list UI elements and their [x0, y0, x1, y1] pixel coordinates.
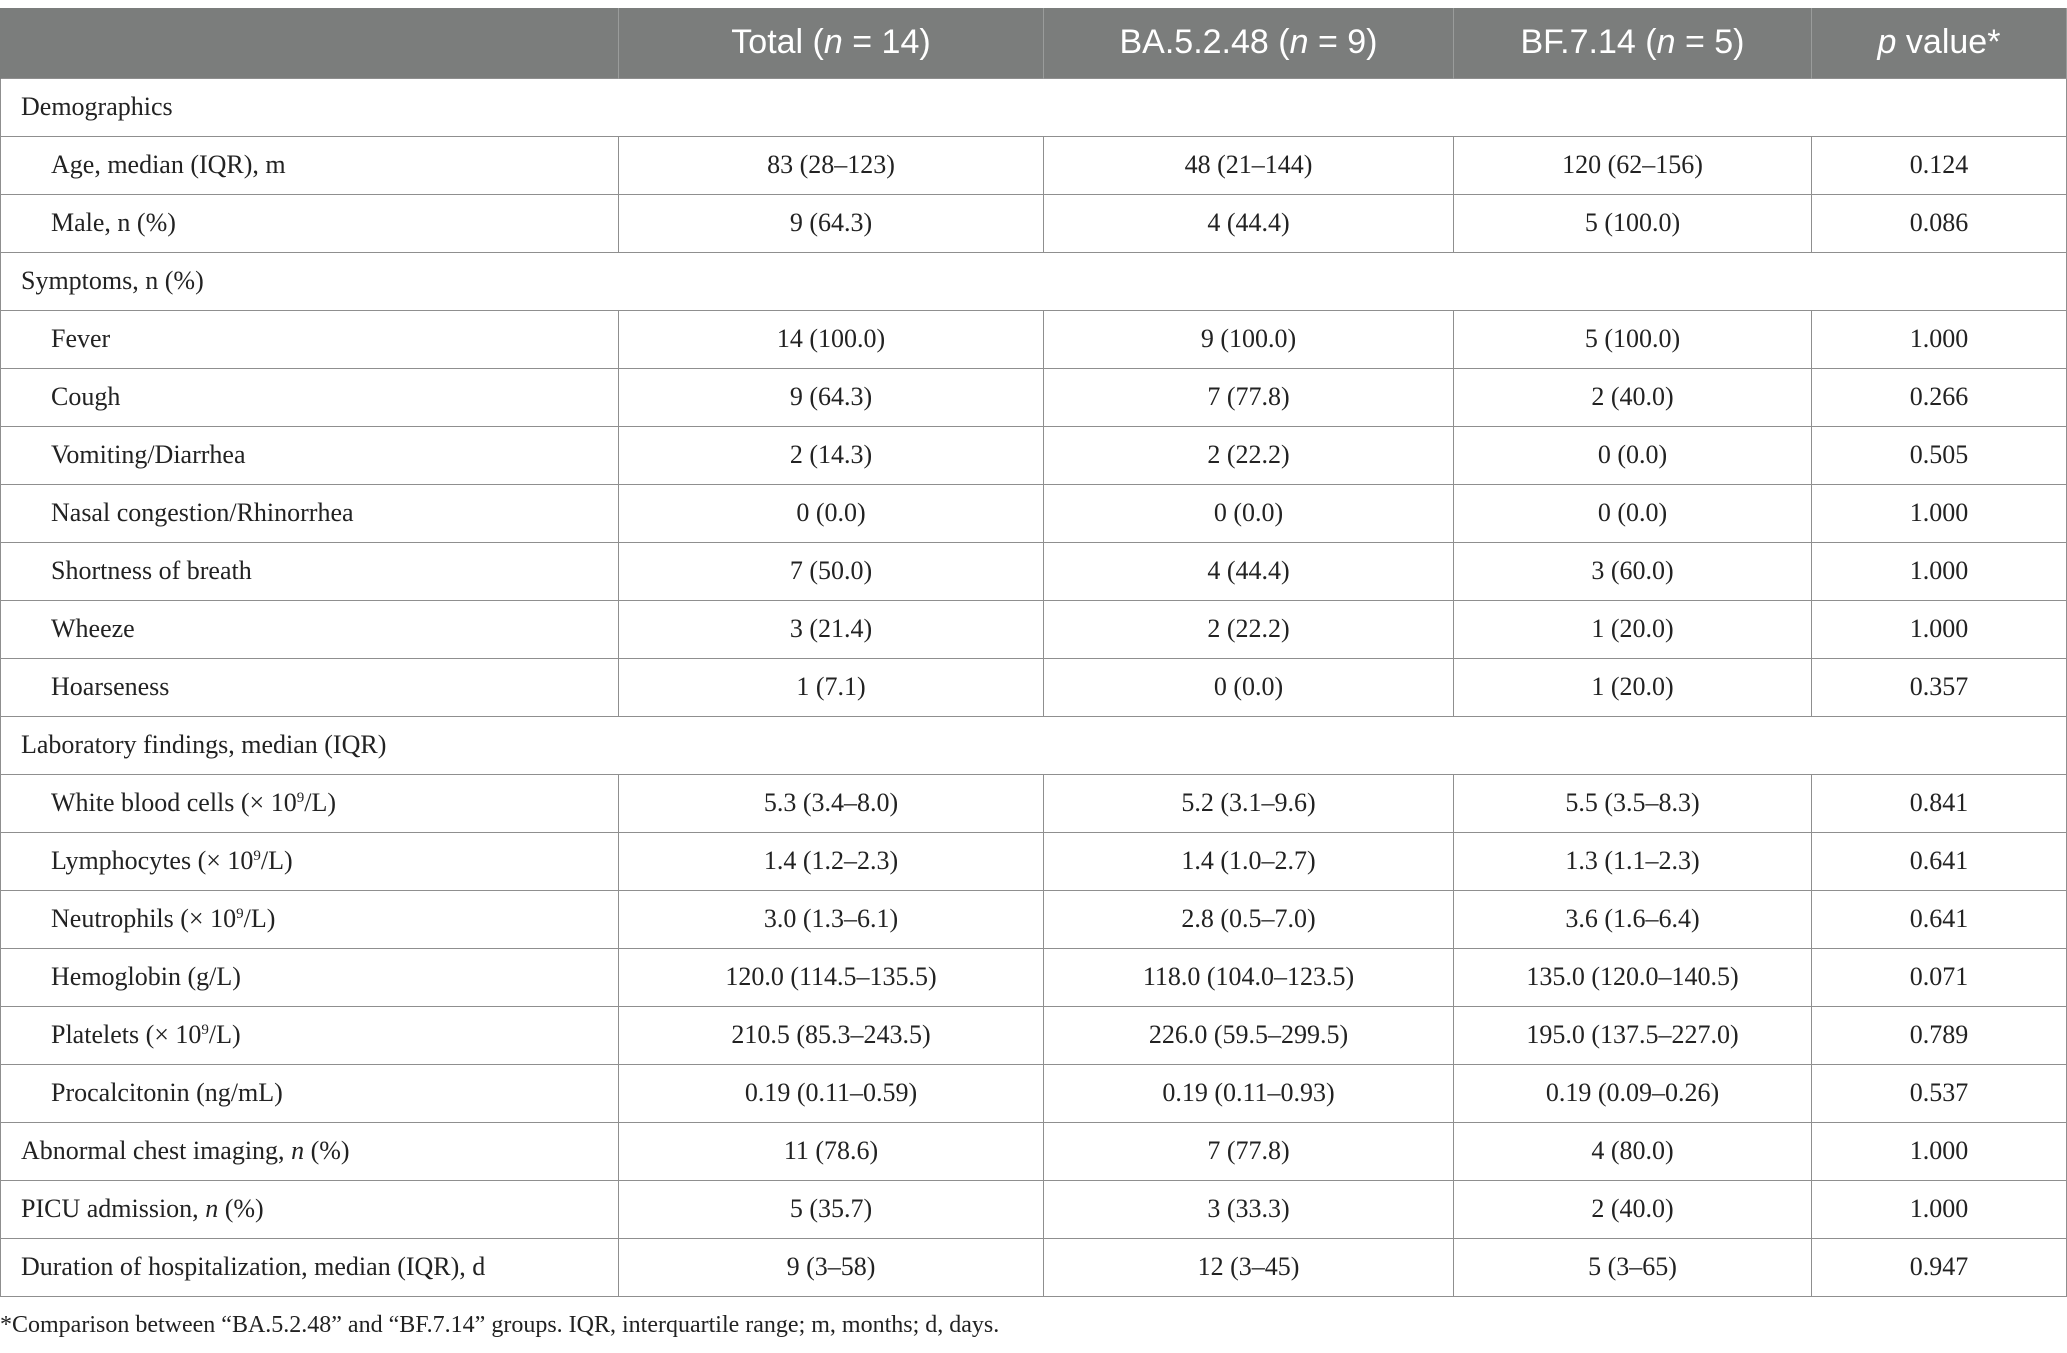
cell-bf: 5 (100.0): [1454, 194, 1812, 252]
cell-p: 1.000: [1812, 310, 2067, 368]
row-label: Lymphocytes (× $10^9/L$): [1, 832, 619, 890]
row-label: Hoarseness: [1, 658, 619, 716]
section-row: [1, 716, 2067, 774]
table-row: [1, 542, 2067, 600]
header-total: Total (n = 14): [619, 8, 1044, 78]
characteristics-table: [0, 8, 2067, 1297]
section-row: [1, 78, 2067, 136]
cell-ba: 2.8 (0.5–7.0): [1044, 890, 1454, 948]
table-row: [1, 890, 2067, 948]
cell-ba: 4 (44.4): [1044, 542, 1454, 600]
table-row: [1, 310, 2067, 368]
cell-bf: 1.3 (1.1–2.3): [1454, 832, 1812, 890]
cell-ba: 0.19 (0.11–0.93): [1044, 1064, 1454, 1122]
table-row: [1, 484, 2067, 542]
cell-ba: 2 (22.2): [1044, 426, 1454, 484]
section-row: [1, 252, 2067, 310]
table-row: [1, 136, 2067, 194]
cell-total: 120.0 (114.5–135.5): [619, 948, 1044, 1006]
cell-total: 3 (21.4): [619, 600, 1044, 658]
header-p-value: p value*: [1812, 8, 2067, 78]
cell-total: 5.3 (3.4–8.0): [619, 774, 1044, 832]
row-label: Platelets (× $10^9/L$): [1, 1006, 619, 1064]
row-label: Neutrophils (× $10^9/L$): [1, 890, 619, 948]
row-label: Nasal congestion/Rhinorrhea: [1, 484, 619, 542]
cell-p: 0.641: [1812, 890, 2067, 948]
table-row: [1, 368, 2067, 426]
cell-total: 9 (3–58): [619, 1238, 1044, 1296]
table-row: [1, 1238, 2067, 1296]
cell-p: 0.841: [1812, 774, 2067, 832]
section-demographics: Demographics: [1, 78, 2067, 136]
row-label: Shortness of breath: [1, 542, 619, 600]
cell-bf: 120 (62–156): [1454, 136, 1812, 194]
cell-ba: 5.2 (3.1–9.6): [1044, 774, 1454, 832]
cell-bf: 5 (3–65): [1454, 1238, 1812, 1296]
row-label: Wheeze: [1, 600, 619, 658]
table-footnote: *Comparison between “BA.5.2.48” and “BF.7.14” groups. IQR, interquartile range; m, months; d, days.: [0, 1312, 1000, 1338]
row-label: Age, median (IQR), m: [1, 136, 619, 194]
row-label: Cough: [1, 368, 619, 426]
row-label: Abnormal chest imaging, n (%): [1, 1122, 619, 1180]
cell-p: 1.000: [1812, 1122, 2067, 1180]
table-row: [1, 832, 2067, 890]
cell-bf: 2 (40.0): [1454, 368, 1812, 426]
cell-ba: 48 (21–144): [1044, 136, 1454, 194]
cell-bf: 3.6 (1.6–6.4): [1454, 890, 1812, 948]
cell-total: 9 (64.3): [619, 194, 1044, 252]
table-row: [1, 1064, 2067, 1122]
cell-total: 83 (28–123): [619, 136, 1044, 194]
cell-ba: 2 (22.2): [1044, 600, 1454, 658]
cell-total: 11 (78.6): [619, 1122, 1044, 1180]
cell-total: 0.19 (0.11–0.59): [619, 1064, 1044, 1122]
cell-ba: 0 (0.0): [1044, 658, 1454, 716]
table-row: [1, 774, 2067, 832]
row-label: White blood cells (× $10^9/L$): [1, 774, 619, 832]
cell-bf: 3 (60.0): [1454, 542, 1812, 600]
row-label: PICU admission, n (%): [1, 1180, 619, 1238]
cell-p: 0.071: [1812, 948, 2067, 1006]
cell-total: 210.5 (85.3–243.5): [619, 1006, 1044, 1064]
row-label: Vomiting/Diarrhea: [1, 426, 619, 484]
header-label: [1, 8, 619, 78]
cell-p: 0.947: [1812, 1238, 2067, 1296]
row-label: Male, n (%): [1, 194, 619, 252]
cell-total: 1 (7.1): [619, 658, 1044, 716]
table-row: [1, 426, 2067, 484]
cell-total: 0 (0.0): [619, 484, 1044, 542]
cell-bf: 135.0 (120.0–140.5): [1454, 948, 1812, 1006]
cell-total: 2 (14.3): [619, 426, 1044, 484]
cell-bf: 2 (40.0): [1454, 1180, 1812, 1238]
header-ba: BA.5.2.48 (n = 9): [1044, 8, 1454, 78]
cell-bf: 5 (100.0): [1454, 310, 1812, 368]
table-row: [1, 194, 2067, 252]
row-label: Duration of hospitalization, median (IQR), d: [1, 1238, 619, 1296]
cell-total: 9 (64.3): [619, 368, 1044, 426]
row-label: Fever: [1, 310, 619, 368]
header-bf: BF.7.14 (n = 5): [1454, 8, 1812, 78]
table-row: [1, 600, 2067, 658]
table-row: [1, 1122, 2067, 1180]
cell-ba: 3 (33.3): [1044, 1180, 1454, 1238]
cell-p: 0.505: [1812, 426, 2067, 484]
cell-total: 1.4 (1.2–2.3): [619, 832, 1044, 890]
cell-ba: 7 (77.8): [1044, 368, 1454, 426]
cell-bf: 0.19 (0.09–0.26): [1454, 1064, 1812, 1122]
cell-ba: 7 (77.8): [1044, 1122, 1454, 1180]
cell-bf: 4 (80.0): [1454, 1122, 1812, 1180]
cell-bf: 0 (0.0): [1454, 426, 1812, 484]
cell-p: 0.789: [1812, 1006, 2067, 1064]
cell-p: 1.000: [1812, 1180, 2067, 1238]
cell-p: 0.357: [1812, 658, 2067, 716]
section-laboratory: Laboratory findings, median (IQR): [1, 716, 2067, 774]
cell-ba: 0 (0.0): [1044, 484, 1454, 542]
cell-bf: 5.5 (3.5–8.3): [1454, 774, 1812, 832]
cell-p: 0.266: [1812, 368, 2067, 426]
cell-bf: 1 (20.0): [1454, 600, 1812, 658]
cell-p: 1.000: [1812, 542, 2067, 600]
cell-ba: 9 (100.0): [1044, 310, 1454, 368]
cell-bf: 0 (0.0): [1454, 484, 1812, 542]
cell-ba: 118.0 (104.0–123.5): [1044, 948, 1454, 1006]
cell-total: 7 (50.0): [619, 542, 1044, 600]
cell-p: 1.000: [1812, 600, 2067, 658]
table-row: [1, 1006, 2067, 1064]
table-row: [1, 948, 2067, 1006]
cell-p: 0.086: [1812, 194, 2067, 252]
cell-p: 0.537: [1812, 1064, 2067, 1122]
cell-total: 5 (35.7): [619, 1180, 1044, 1238]
table-row: [1, 1180, 2067, 1238]
header-row: [1, 8, 2067, 78]
cell-p: 0.124: [1812, 136, 2067, 194]
cell-bf: 195.0 (137.5–227.0): [1454, 1006, 1812, 1064]
cell-total: 3.0 (1.3–6.1): [619, 890, 1044, 948]
section-symptoms: Symptoms, n (%): [1, 252, 2067, 310]
cell-total: 14 (100.0): [619, 310, 1044, 368]
cell-p: 1.000: [1812, 484, 2067, 542]
cell-ba: 226.0 (59.5–299.5): [1044, 1006, 1454, 1064]
cell-p: 0.641: [1812, 832, 2067, 890]
cell-ba: 1.4 (1.0–2.7): [1044, 832, 1454, 890]
cell-ba: 4 (44.4): [1044, 194, 1454, 252]
cell-ba: 12 (3–45): [1044, 1238, 1454, 1296]
table-row: [1, 658, 2067, 716]
row-label: Procalcitonin (ng/mL): [1, 1064, 619, 1122]
cell-bf: 1 (20.0): [1454, 658, 1812, 716]
row-label: Hemoglobin (g/L): [1, 948, 619, 1006]
